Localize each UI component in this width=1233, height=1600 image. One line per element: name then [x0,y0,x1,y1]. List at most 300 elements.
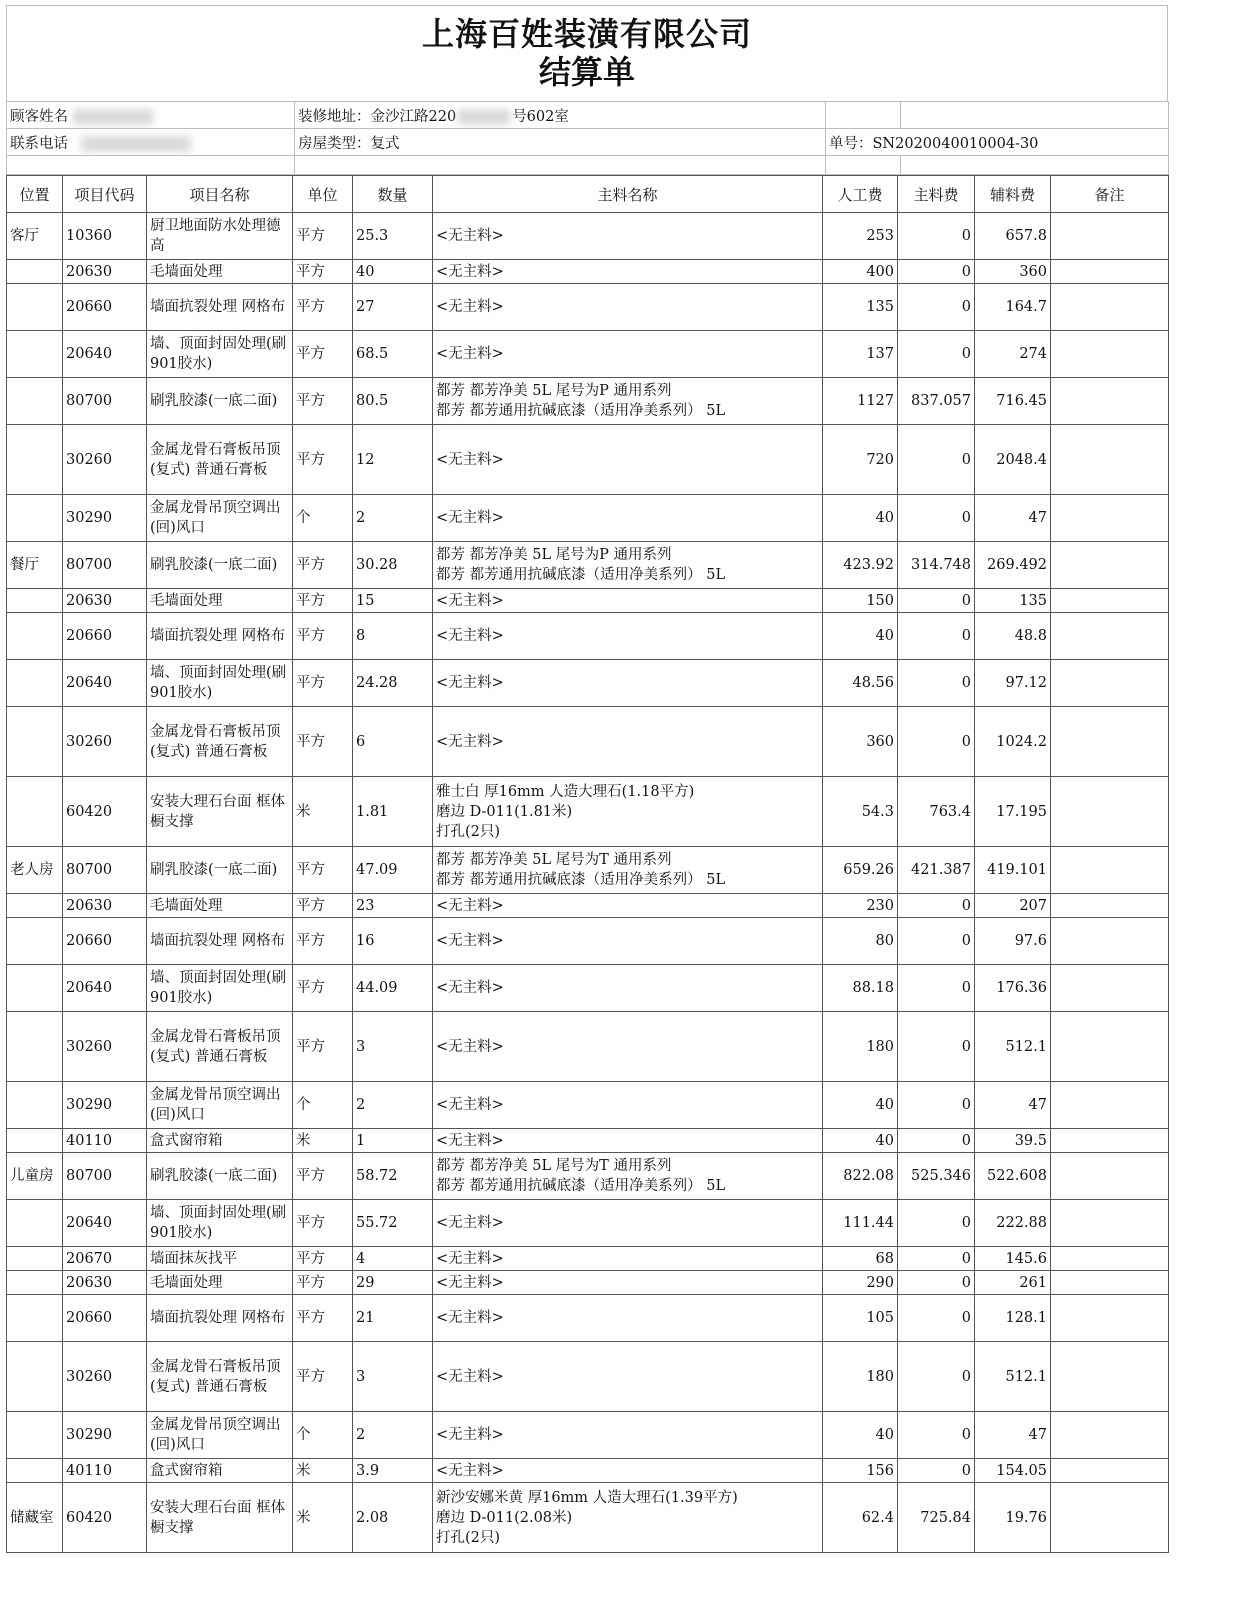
remarks-cell [1051,495,1169,542]
labor-cost-cell: 180 [823,1342,898,1412]
table-header-row [7,176,1169,213]
material-cell [433,1012,823,1082]
settlement-sheet [6,5,1168,1553]
material-line: <无主料> [436,980,504,996]
material-cost-cell: 0 [898,918,975,965]
unit-cell: 平方 [293,213,353,260]
material-cost-cell: 0 [898,613,975,660]
aux-cost-cell: 97.12 [975,660,1051,707]
material-cell [433,542,823,589]
material-cell [433,213,823,260]
aux-cost-cell: 145.6 [975,1247,1051,1271]
material-line: 都芳 都芳通用抗碱底漆（适用净美系列） 5L [436,872,726,888]
material-cost-cell: 0 [898,1200,975,1247]
code-cell: 20640 [63,660,147,707]
aux-cost-cell: 135 [975,589,1051,613]
remarks-cell [1051,1153,1169,1200]
material-cell [433,965,823,1012]
remarks-cell [1051,425,1169,495]
code-cell: 20640 [63,1200,147,1247]
aux-cost-cell: 1024.2 [975,707,1051,777]
material-cost-cell: 0 [898,1412,975,1459]
material-line: <无主料> [436,1427,504,1443]
material-cost-cell: 0 [898,589,975,613]
material-cell [433,1342,823,1412]
location-cell [7,965,63,1012]
address-label: 装修地址： [298,108,371,125]
labor-cost-cell: 111.44 [823,1200,898,1247]
quantity-cell: 24.28 [353,660,433,707]
location-cell: 儿童房 [7,1153,63,1200]
table-row [7,707,1169,777]
item-name-cell: 盒式窗帘箱 [147,1129,293,1153]
table-row [7,777,1169,847]
col-header-item-name: 项目名称 [147,176,293,213]
item-name-cell: 墙、顶面封固处理(刷901胶水) [147,660,293,707]
material-cost-cell: 0 [898,1459,975,1483]
remarks-cell [1051,1483,1169,1553]
material-cell [433,1247,823,1271]
aux-cost-cell: 154.05 [975,1459,1051,1483]
quantity-cell: 3 [353,1012,433,1082]
unit-cell: 平方 [293,1271,353,1295]
quantity-cell: 40 [353,260,433,284]
quantity-cell: 16 [353,918,433,965]
unit-cell: 平方 [293,965,353,1012]
table-row [7,213,1169,260]
code-cell: 80700 [63,378,147,425]
code-cell: 30260 [63,707,147,777]
material-cost-cell: 0 [898,495,975,542]
col-header-unit: 单位 [293,176,353,213]
title-block [6,5,1168,101]
material-line: <无主料> [436,1310,504,1326]
aux-cost-cell: 512.1 [975,1342,1051,1412]
labor-cost-cell: 720 [823,425,898,495]
location-cell: 餐厅 [7,542,63,589]
unit-cell: 平方 [293,1247,353,1271]
col-header-material-cost: 主料费 [898,176,975,213]
labor-cost-cell: 360 [823,707,898,777]
unit-cell: 平方 [293,260,353,284]
item-name-cell: 金属龙骨石膏板吊顶(复式) 普通石膏板 [147,707,293,777]
unit-cell: 米 [293,777,353,847]
table-row [7,660,1169,707]
order-number-label: 单号： [829,135,873,152]
material-cost-cell: 0 [898,965,975,1012]
material-line: <无主料> [436,451,504,468]
remarks-cell [1051,613,1169,660]
remarks-cell [1051,589,1169,613]
location-cell [7,894,63,918]
col-header-labor-cost: 人工费 [823,176,898,213]
house-type-cell [295,129,826,156]
info-spacer-cell [826,156,901,175]
material-cell [433,1129,823,1153]
col-header-aux-cost: 辅料费 [975,176,1051,213]
remarks-cell [1051,1247,1169,1271]
material-line: <无主料> [436,1215,504,1231]
info-spacer-cell [7,156,295,175]
table-row [7,589,1169,613]
labor-cost-cell: 135 [823,284,898,331]
item-name-cell: 金属龙骨石膏板吊顶(复式) 普通石膏板 [147,1012,293,1082]
customer-name-label: 顾客姓名 [10,108,68,125]
table-row [7,1129,1169,1153]
quantity-cell: 55.72 [353,1200,433,1247]
phone-label: 联系电话 [10,135,68,152]
unit-cell: 个 [293,495,353,542]
material-cell [433,707,823,777]
location-cell [7,1082,63,1129]
item-name-cell: 刷乳胶漆(一底二面) [147,1153,293,1200]
aux-cost-cell: 176.36 [975,965,1051,1012]
material-cost-cell: 0 [898,1012,975,1082]
item-name-cell: 刷乳胶漆(一底二面) [147,378,293,425]
aux-cost-cell: 716.45 [975,378,1051,425]
code-cell: 20630 [63,260,147,284]
quantity-cell: 1 [353,1129,433,1153]
material-cost-cell: 763.4 [898,777,975,847]
material-cost-cell: 0 [898,660,975,707]
item-name-cell: 刷乳胶漆(一底二面) [147,542,293,589]
labor-cost-cell: 400 [823,260,898,284]
remarks-cell [1051,847,1169,894]
unit-cell: 平方 [293,613,353,660]
order-number-value: SN2020040010004-30 [872,135,1039,152]
location-cell: 老人房 [7,847,63,894]
aux-cost-cell: 19.76 [975,1483,1051,1553]
remarks-cell [1051,1200,1169,1247]
quantity-cell: 23 [353,894,433,918]
labor-cost-cell: 40 [823,1082,898,1129]
item-name-cell: 毛墙面处理 [147,894,293,918]
labor-cost-cell: 40 [823,1129,898,1153]
remarks-cell [1051,918,1169,965]
quantity-cell: 30.28 [353,542,433,589]
customer-name-cell [7,102,295,129]
code-cell: 30260 [63,1342,147,1412]
house-type-label: 房屋类型： [298,135,371,152]
material-line: 打孔(2只) [436,1529,501,1546]
info-empty-cell [901,102,1169,129]
material-cell [433,378,823,425]
material-cell [433,260,823,284]
material-line: <无主料> [436,346,504,362]
table-body [7,213,1169,1553]
aux-cost-cell: 360 [975,260,1051,284]
code-cell: 60420 [63,777,147,847]
item-name-cell: 金属龙骨石膏板吊顶(复式) 普通石膏板 [147,1342,293,1412]
location-cell [7,378,63,425]
quantity-cell: 4 [353,1247,433,1271]
location-cell [7,589,63,613]
material-line: 打孔(2只) [436,823,501,840]
material-line: <无主料> [436,1462,504,1479]
labor-cost-cell: 40 [823,495,898,542]
labor-cost-cell: 253 [823,213,898,260]
material-line: 新沙安娜米黄 厚16mm 人造大理石(1.39平方) [436,1489,738,1506]
item-name-cell: 墙、顶面封固处理(刷901胶水) [147,1200,293,1247]
material-cell [433,1153,823,1200]
material-line: <无主料> [436,592,504,609]
material-line: 磨边 D-011(1.81米) [436,803,573,820]
material-cost-cell: 0 [898,1082,975,1129]
material-cell [433,589,823,613]
material-cell [433,613,823,660]
material-cell [433,660,823,707]
unit-cell: 平方 [293,425,353,495]
remarks-cell [1051,213,1169,260]
material-line: 都芳 都芳通用抗碱底漆（适用净美系列） 5L [436,567,726,583]
labor-cost-cell: 105 [823,1295,898,1342]
aux-cost-cell: 164.7 [975,284,1051,331]
code-cell: 30260 [63,1012,147,1082]
table-row [7,1459,1169,1483]
unit-cell: 平方 [293,894,353,918]
labor-cost-cell: 150 [823,589,898,613]
material-cost-cell: 525.346 [898,1153,975,1200]
aux-cost-cell: 128.1 [975,1295,1051,1342]
quantity-cell: 2 [353,1412,433,1459]
table-row [7,1082,1169,1129]
remarks-cell [1051,965,1169,1012]
labor-cost-cell: 156 [823,1459,898,1483]
code-cell: 80700 [63,847,147,894]
location-cell [7,660,63,707]
table-row [7,1412,1169,1459]
quantity-cell: 21 [353,1295,433,1342]
code-cell: 20640 [63,965,147,1012]
item-name-cell: 墙面抗裂处理 网格布 [147,284,293,331]
labor-cost-cell: 137 [823,331,898,378]
material-cost-cell: 0 [898,1342,975,1412]
location-cell [7,284,63,331]
labor-cost-cell: 659.26 [823,847,898,894]
item-name-cell: 金属龙骨吊顶空调出(回)风口 [147,1412,293,1459]
material-line: 都芳 都芳净美 5L 尾号为P 通用系列 [436,383,672,399]
table-row [7,260,1169,284]
settlement-items-table [6,175,1169,1553]
labor-cost-cell: 290 [823,1271,898,1295]
aux-cost-cell: 274 [975,331,1051,378]
material-line: <无主料> [436,1250,504,1267]
material-cell [433,1295,823,1342]
labor-cost-cell: 54.3 [823,777,898,847]
material-cost-cell: 0 [898,707,975,777]
material-line: <无主料> [436,1274,504,1291]
labor-cost-cell: 88.18 [823,965,898,1012]
material-cell [433,1459,823,1483]
aux-cost-cell: 419.101 [975,847,1051,894]
labor-cost-cell: 180 [823,1012,898,1082]
address-prefix: 金沙江路220 [370,108,457,125]
info-spacer-cell [901,156,1169,175]
code-cell: 80700 [63,542,147,589]
table-row [7,1483,1169,1553]
item-name-cell: 金属龙骨吊顶空调出(回)风口 [147,1082,293,1129]
location-cell [7,1459,63,1483]
code-cell: 20630 [63,894,147,918]
remarks-cell [1051,894,1169,918]
material-line: 都芳 都芳通用抗碱底漆（适用净美系列） 5L [436,1178,726,1194]
material-cost-cell: 837.057 [898,378,975,425]
table-row [7,918,1169,965]
item-name-cell: 毛墙面处理 [147,260,293,284]
location-cell [7,1012,63,1082]
col-header-quantity: 数量 [353,176,433,213]
remarks-cell [1051,707,1169,777]
info-spacer-cell [295,156,826,175]
material-cost-cell: 0 [898,284,975,331]
code-cell: 80700 [63,1153,147,1200]
unit-cell: 平方 [293,847,353,894]
location-cell [7,260,63,284]
material-cost-cell: 0 [898,1271,975,1295]
material-cost-cell: 0 [898,260,975,284]
item-name-cell: 厨卫地面防水处理德高 [147,213,293,260]
unit-cell: 个 [293,1082,353,1129]
item-name-cell: 毛墙面处理 [147,1271,293,1295]
material-line: <无主料> [436,675,504,691]
table-row [7,1012,1169,1082]
quantity-cell: 12 [353,425,433,495]
material-cell [433,894,823,918]
quantity-cell: 80.5 [353,378,433,425]
material-line: 都芳 都芳净美 5L 尾号为T 通用系列 [436,852,672,868]
material-cell [433,425,823,495]
item-name-cell: 墙、顶面封固处理(刷901胶水) [147,331,293,378]
quantity-cell: 58.72 [353,1153,433,1200]
unit-cell: 平方 [293,1200,353,1247]
quantity-cell: 6 [353,707,433,777]
col-header-location: 位置 [7,176,63,213]
order-number-cell [826,129,1169,156]
location-cell [7,1342,63,1412]
quantity-cell: 2 [353,1082,433,1129]
labor-cost-cell: 40 [823,1412,898,1459]
address-cell [295,102,826,129]
table-row [7,613,1169,660]
company-name: 上海百姓装潢有限公司 [421,15,752,53]
unit-cell: 米 [293,1129,353,1153]
code-cell: 20660 [63,613,147,660]
quantity-cell: 1.81 [353,777,433,847]
code-cell: 30290 [63,495,147,542]
remarks-cell [1051,542,1169,589]
labor-cost-cell: 68 [823,1247,898,1271]
quantity-cell: 29 [353,1271,433,1295]
material-cost-cell: 0 [898,894,975,918]
quantity-cell: 27 [353,284,433,331]
unit-cell: 平方 [293,707,353,777]
material-cost-cell: 0 [898,1295,975,1342]
aux-cost-cell: 207 [975,894,1051,918]
table-row [7,894,1169,918]
remarks-cell [1051,660,1169,707]
location-cell [7,331,63,378]
quantity-cell: 44.09 [353,965,433,1012]
code-cell: 20670 [63,1247,147,1271]
item-name-cell: 金属龙骨石膏板吊顶(复式) 普通石膏板 [147,425,293,495]
item-name-cell: 毛墙面处理 [147,589,293,613]
material-cell [433,495,823,542]
remarks-cell [1051,284,1169,331]
material-line: <无主料> [436,1097,504,1113]
phone-redacted [81,136,191,152]
remarks-cell [1051,1342,1169,1412]
material-cell [433,331,823,378]
material-line: <无主料> [436,628,504,644]
aux-cost-cell: 657.8 [975,213,1051,260]
remarks-cell [1051,1295,1169,1342]
remarks-cell [1051,331,1169,378]
phone-cell [7,129,295,156]
material-line: <无主料> [436,1132,504,1149]
unit-cell: 平方 [293,589,353,613]
location-cell [7,1295,63,1342]
unit-cell: 平方 [293,1342,353,1412]
labor-cost-cell: 230 [823,894,898,918]
location-cell: 客厅 [7,213,63,260]
quantity-cell: 3 [353,1342,433,1412]
material-line: 都芳 都芳净美 5L 尾号为T 通用系列 [436,1158,672,1174]
item-name-cell: 墙、顶面封固处理(刷901胶水) [147,965,293,1012]
aux-cost-cell: 2048.4 [975,425,1051,495]
quantity-cell: 15 [353,589,433,613]
code-cell: 10360 [63,213,147,260]
table-row [7,331,1169,378]
unit-cell: 个 [293,1412,353,1459]
unit-cell: 平方 [293,918,353,965]
table-row [7,495,1169,542]
material-cell [433,1483,823,1553]
code-cell: 30290 [63,1082,147,1129]
labor-cost-cell: 62.4 [823,1483,898,1553]
remarks-cell [1051,260,1169,284]
code-cell: 40110 [63,1459,147,1483]
labor-cost-cell: 40 [823,613,898,660]
table-row [7,284,1169,331]
table-row [7,1295,1169,1342]
unit-cell: 平方 [293,378,353,425]
table-row [7,542,1169,589]
material-cell [433,1412,823,1459]
aux-cost-cell: 222.88 [975,1200,1051,1247]
code-cell: 20660 [63,918,147,965]
quantity-cell: 68.5 [353,331,433,378]
material-line: 都芳 都芳净美 5L 尾号为P 通用系列 [436,547,672,563]
location-cell [7,613,63,660]
customer-name-redacted [73,109,153,125]
material-line: <无主料> [436,299,504,315]
material-cost-cell: 0 [898,213,975,260]
item-name-cell: 安装大理石台面 框体橱支撑 [147,1483,293,1553]
material-cell [433,1200,823,1247]
material-cell [433,1082,823,1129]
quantity-cell: 25.3 [353,213,433,260]
aux-cost-cell: 48.8 [975,613,1051,660]
material-line: 雅士白 厚16mm 人造大理石(1.18平方) [436,783,695,800]
remarks-cell [1051,1082,1169,1129]
unit-cell: 平方 [293,1295,353,1342]
material-line: <无主料> [436,263,504,280]
material-line: 磨边 D-011(2.08米) [436,1509,573,1526]
material-line: <无主料> [436,228,504,244]
code-cell: 60420 [63,1483,147,1553]
table-row [7,847,1169,894]
location-cell [7,707,63,777]
